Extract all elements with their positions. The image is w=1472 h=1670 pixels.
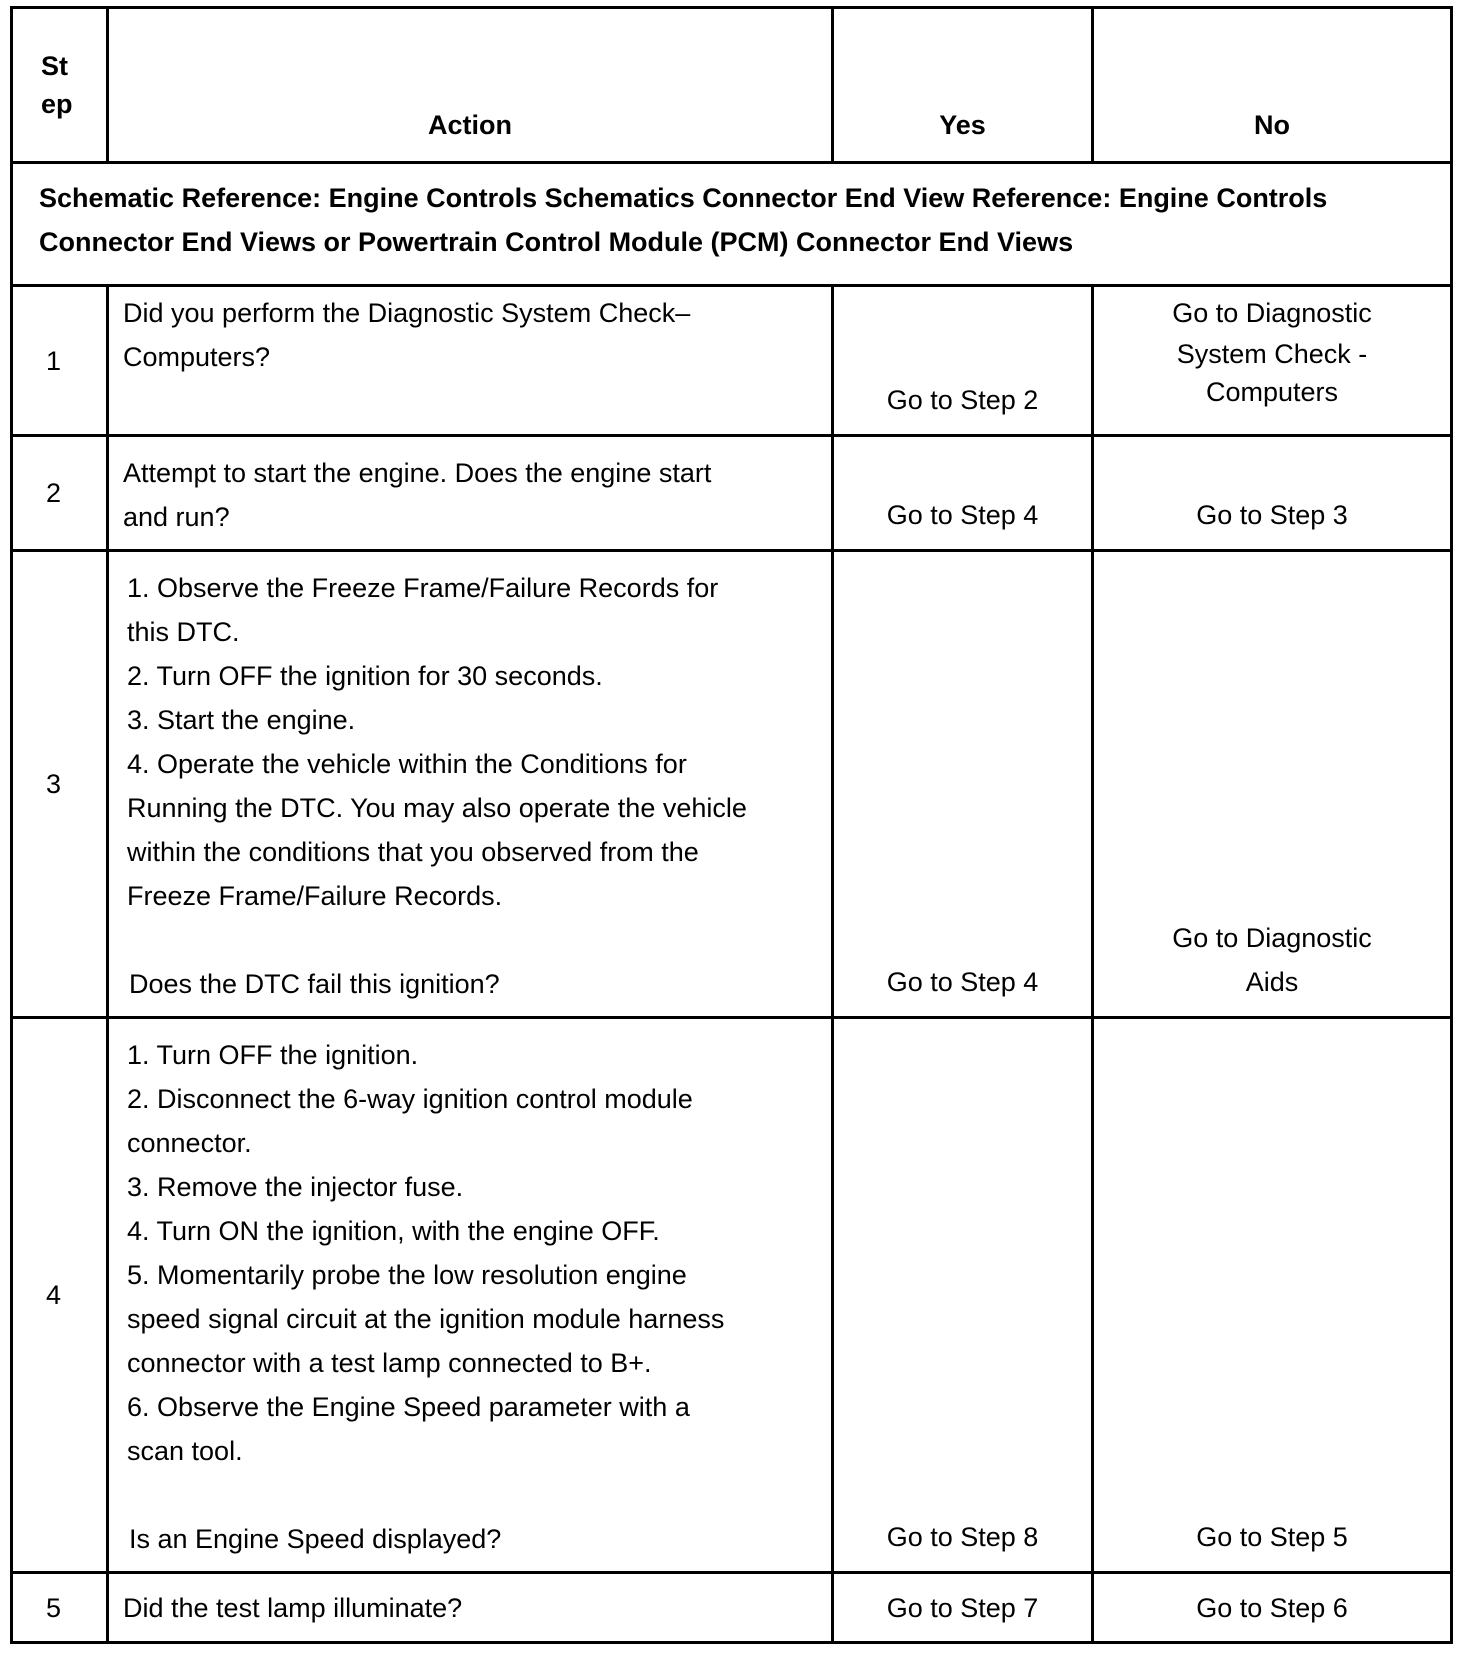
no-cell: Go to Diagnostic System Check - Computers bbox=[1093, 286, 1452, 436]
table-row bbox=[12, 286, 1452, 436]
header-action: Action bbox=[108, 8, 833, 163]
header-yes: Yes bbox=[833, 8, 1093, 163]
step-number: 1 bbox=[12, 286, 108, 436]
action-line: Attempt to start the engine. Does the engine start and run? bbox=[123, 458, 712, 532]
action-line: 4. Turn ON the ignition, with the engine OFF. bbox=[127, 1216, 660, 1246]
action-question: Is an Engine Speed displayed? bbox=[129, 1524, 502, 1554]
action-question: Does the DTC fail this ignition? bbox=[129, 969, 500, 999]
step-number: 4 bbox=[12, 1018, 108, 1573]
action-line: 2. Turn OFF the ignition for 30 seconds. bbox=[127, 661, 603, 691]
action-cell bbox=[108, 286, 833, 436]
step-number: 2 bbox=[12, 436, 108, 551]
action-line: 3. Start the engine. bbox=[127, 705, 356, 735]
schematic-reference: Schematic Reference: Engine Controls Schematics Connector End View Reference: Engine Controls Connector End Views or Powertrain Control Module (PCM) Connector End Views bbox=[12, 163, 1452, 286]
table-row bbox=[12, 436, 1452, 551]
no-cell: Go to Step 3 bbox=[1093, 436, 1452, 551]
step-number: 3 bbox=[12, 551, 108, 1018]
no-cell: Go to Step 5 bbox=[1093, 1018, 1452, 1573]
no-cell: Go to Diagnostic Aids bbox=[1093, 551, 1452, 1018]
yes-cell: Go to Step 4 bbox=[833, 551, 1093, 1018]
header-step: St ep bbox=[12, 8, 108, 163]
no-cell: Go to Step 6 bbox=[1093, 1573, 1452, 1643]
action-line: 5. Momentarily probe the low resolution engine speed signal circuit at the ignition module harness connector with a test lamp connected to B+. bbox=[127, 1260, 725, 1378]
yes-cell: Go to Step 2 bbox=[833, 286, 1093, 436]
action-line: 6. Observe the Engine Speed parameter with a scan tool. bbox=[127, 1392, 690, 1466]
action-line: 3. Remove the injector fuse. bbox=[127, 1172, 464, 1202]
yes-cell: Go to Step 7 bbox=[833, 1573, 1093, 1643]
schematic-reference-row bbox=[12, 163, 1452, 286]
table-row bbox=[12, 551, 1452, 1018]
yes-cell: Go to Step 4 bbox=[833, 436, 1093, 551]
diagnostic-table bbox=[10, 6, 1453, 1644]
action-cell bbox=[108, 436, 833, 551]
action-cell bbox=[108, 1018, 833, 1573]
diagnostic-table-container bbox=[10, 6, 1450, 1644]
header-no: No bbox=[1093, 8, 1452, 163]
action-cell bbox=[108, 551, 833, 1018]
yes-cell: Go to Step 8 bbox=[833, 1018, 1093, 1573]
action-line: Did you perform the Diagnostic System Check–Computers? bbox=[123, 298, 691, 372]
step-number: 5 bbox=[12, 1573, 108, 1643]
action-line: Did the test lamp illuminate? bbox=[123, 1592, 463, 1623]
action-line: 2. Disconnect the 6-way ignition control module connector. bbox=[127, 1084, 693, 1158]
header-row bbox=[12, 8, 1452, 163]
table-row bbox=[12, 1018, 1452, 1573]
action-cell bbox=[108, 1573, 833, 1643]
table-row bbox=[12, 1573, 1452, 1643]
action-line: 1. Turn OFF the ignition. bbox=[127, 1040, 419, 1070]
action-line: 4. Operate the vehicle within the Conditions for Running the DTC. You may also operate the vehicle within the conditions that you observed from the Freeze Frame/Failure Records. bbox=[127, 749, 747, 911]
action-line: 1. Observe the Freeze Frame/Failure Records for this DTC. bbox=[127, 573, 719, 647]
